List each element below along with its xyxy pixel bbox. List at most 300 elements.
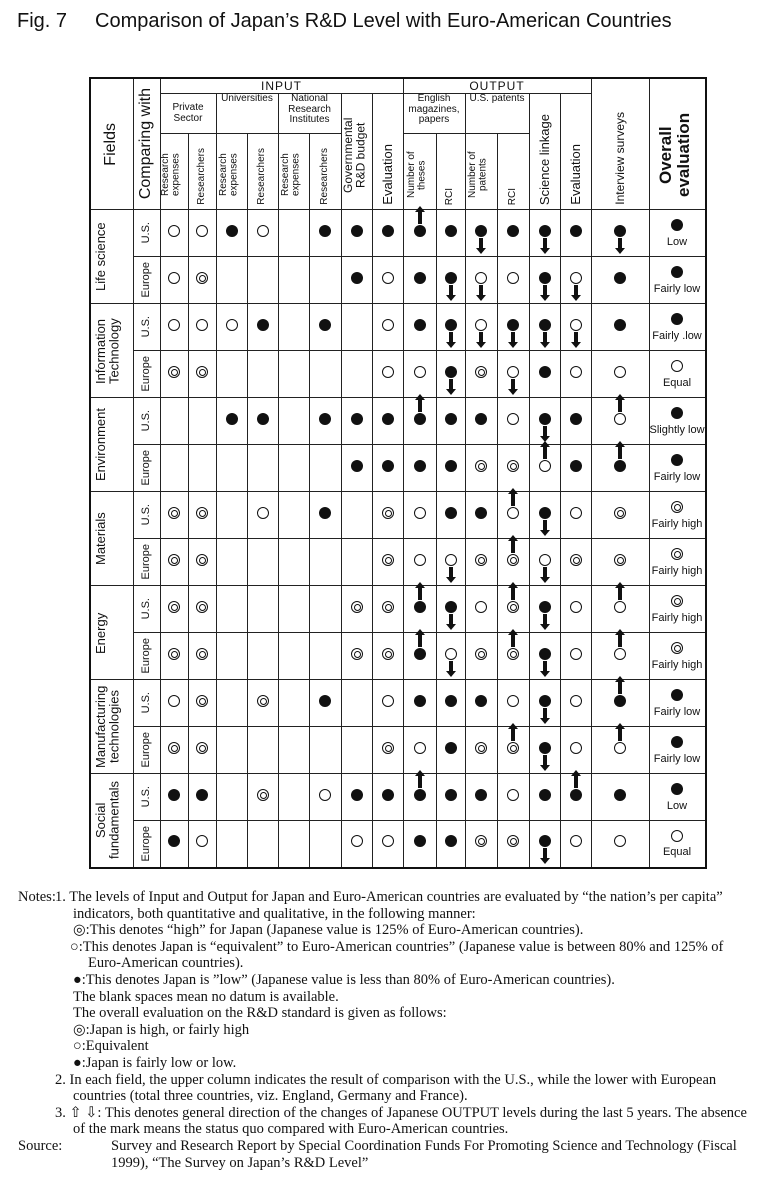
equal-mark-icon-down — [569, 271, 583, 285]
low-mark-icon — [350, 459, 364, 473]
equal-mark-icon — [613, 834, 627, 848]
overall-evaluation-cell — [649, 351, 706, 398]
high-mark-icon — [167, 553, 181, 567]
table-cell — [247, 680, 278, 727]
table-cell — [403, 445, 436, 492]
field-label: Materials — [90, 492, 133, 586]
arrow-down-icon — [449, 285, 453, 297]
equal-mark-icon — [569, 741, 583, 755]
high-mark-icon — [167, 506, 181, 520]
table-row — [90, 445, 706, 492]
table-cell — [465, 351, 497, 398]
arrow-down-icon — [449, 332, 453, 344]
arrow-down-icon — [543, 708, 547, 720]
table-cell — [341, 445, 372, 492]
table-row — [90, 633, 706, 680]
low-mark-icon-down — [444, 365, 458, 379]
comparing-label: U.S. — [133, 398, 160, 445]
arrow-up-icon — [418, 210, 422, 224]
overall-evaluation-text: Fairly high — [651, 564, 703, 577]
table-cell — [309, 727, 341, 774]
table-cell — [591, 680, 649, 727]
low-mark-icon — [413, 459, 427, 473]
overall-evaluation-text: Low — [666, 235, 688, 248]
low-mark-icon-down — [474, 224, 488, 238]
overall-evaluation-cell — [649, 633, 706, 680]
table-cell — [497, 492, 529, 539]
table-cell — [247, 210, 278, 257]
table-cell — [188, 774, 216, 821]
high-mark-icon — [256, 694, 270, 708]
equal-mark-icon — [569, 647, 583, 661]
arrow-down-icon — [511, 379, 515, 391]
table-row — [90, 586, 706, 633]
arrow-down-icon — [479, 238, 483, 250]
low-mark-icon — [381, 459, 395, 473]
equal-mark-icon-down — [444, 553, 458, 567]
equal-mark-icon — [670, 359, 684, 373]
table-cell — [497, 351, 529, 398]
low-mark-icon — [474, 506, 488, 520]
table-cell — [247, 821, 278, 868]
table-cell — [497, 821, 529, 868]
note-text: ○:Equivalent — [73, 1038, 149, 1055]
comparing-label: U.S. — [133, 586, 160, 633]
equal-mark-icon-down — [538, 553, 552, 567]
table-cell — [465, 821, 497, 868]
table-cell — [403, 821, 436, 868]
low-mark-icon — [670, 688, 684, 702]
overall-evaluation-text: Fairly high — [651, 658, 703, 671]
equal-mark-icon — [569, 834, 583, 848]
low-mark-icon — [256, 412, 270, 426]
low-mark-icon-up — [413, 224, 427, 238]
field-label: Social fundamentals — [90, 774, 133, 868]
table-cell — [160, 210, 188, 257]
equal-mark-icon — [506, 788, 520, 802]
equal-mark-icon — [613, 365, 627, 379]
table-cell — [372, 492, 403, 539]
overall-evaluation-cell — [649, 398, 706, 445]
high-mark-icon — [474, 647, 488, 661]
table-cell — [188, 304, 216, 351]
table-cell — [529, 821, 560, 868]
table-cell — [160, 821, 188, 868]
low-mark-icon — [444, 412, 458, 426]
table-cell — [497, 304, 529, 351]
arrow-down-icon — [543, 567, 547, 579]
low-mark-icon — [256, 318, 270, 332]
col-private-researchers: Researchers — [188, 134, 216, 210]
overall-evaluation-text: Fairly .low — [652, 329, 702, 342]
low-mark-icon — [670, 312, 684, 326]
low-mark-icon — [444, 694, 458, 708]
col-nri-researchers: Researchers — [309, 134, 341, 210]
table-cell — [465, 633, 497, 680]
table-cell — [160, 351, 188, 398]
table-cell — [560, 633, 591, 680]
note-text: ●:Japan is fairly low or low. — [73, 1054, 237, 1071]
overall-evaluation-text: Fairly low — [653, 752, 701, 765]
high-mark-icon — [381, 647, 395, 661]
equal-mark-icon — [413, 506, 427, 520]
figure-label: Fig. 7 — [17, 10, 68, 32]
high-mark-icon — [381, 600, 395, 614]
high-mark-icon — [195, 741, 209, 755]
low-mark-icon — [381, 788, 395, 802]
equal-mark-icon — [413, 365, 427, 379]
equal-mark-icon — [413, 741, 427, 755]
low-mark-icon-down — [538, 694, 552, 708]
table-cell — [372, 586, 403, 633]
low-mark-icon — [538, 788, 552, 802]
table-row — [90, 257, 706, 304]
table-row — [90, 398, 706, 445]
note-line — [18, 889, 753, 922]
overall-evaluation-cell — [649, 821, 706, 868]
col-univ-researchers: Researchers — [247, 134, 278, 210]
overall-evaluation-text: Equal — [662, 376, 692, 389]
low-mark-icon-up — [569, 788, 583, 802]
col-interview: Interview surveys — [591, 78, 649, 210]
overall-evaluation-text: Fairly high — [651, 611, 703, 624]
table-cell — [278, 398, 309, 445]
equal-mark-icon — [381, 271, 395, 285]
group-universities: Universities — [216, 94, 278, 134]
low-mark-icon — [569, 412, 583, 426]
field-label: Life science — [90, 210, 133, 304]
table-cell — [372, 445, 403, 492]
table-cell — [403, 680, 436, 727]
low-mark-icon — [613, 271, 627, 285]
table-cell — [403, 304, 436, 351]
arrow-up-icon — [418, 774, 422, 788]
table-cell — [372, 210, 403, 257]
high-mark-icon — [350, 647, 364, 661]
arrow-down-icon — [543, 285, 547, 297]
table-cell — [591, 210, 649, 257]
table-cell — [341, 210, 372, 257]
note-text: ○:This denotes Japan is “equivalent” to Euro-American countries” (Japanese value is between 80% and 125% of Euro-American countries). — [70, 938, 724, 972]
low-mark-icon — [381, 224, 395, 238]
arrow-up-icon — [418, 633, 422, 647]
table-cell — [309, 304, 341, 351]
arrow-up-icon — [511, 633, 515, 647]
high-mark-icon — [474, 741, 488, 755]
high-mark-icon — [474, 459, 488, 473]
table-cell — [497, 539, 529, 586]
arrow-down-icon — [543, 848, 547, 860]
equal-mark-icon — [167, 694, 181, 708]
table-row — [90, 492, 706, 539]
equal-mark-icon — [381, 365, 395, 379]
table-cell — [436, 586, 465, 633]
table-cell — [341, 680, 372, 727]
low-mark-icon — [350, 412, 364, 426]
low-mark-icon — [670, 453, 684, 467]
table-row — [90, 821, 706, 868]
low-mark-icon — [444, 741, 458, 755]
arrow-down-icon — [511, 332, 515, 344]
col-patents: Number of patents — [465, 134, 497, 210]
table-cell — [188, 539, 216, 586]
group-national: National Research Institutes — [278, 94, 341, 134]
table-cell — [560, 398, 591, 445]
table-cell — [372, 727, 403, 774]
table-cell — [591, 351, 649, 398]
table-cell — [372, 680, 403, 727]
low-mark-icon-up — [413, 647, 427, 661]
arrow-up-icon — [618, 398, 622, 412]
note-text: 2. In each field, the upper column indicates the result of comparison with the U.S., while the lower with European countries (total three countries, viz. England, Germany and France). — [55, 1071, 717, 1105]
table-cell — [465, 257, 497, 304]
note-line — [18, 1072, 753, 1105]
comparing-label: Europe — [133, 633, 160, 680]
table-cell — [465, 445, 497, 492]
note-line — [18, 972, 753, 989]
low-mark-icon-down — [538, 741, 552, 755]
comparing-label: U.S. — [133, 492, 160, 539]
table-row — [90, 774, 706, 821]
table-cell — [529, 774, 560, 821]
group-english: English magazines, papers — [403, 94, 465, 134]
overall-evaluation-cell — [649, 304, 706, 351]
high-mark-icon — [195, 553, 209, 567]
comparing-label: Europe — [133, 257, 160, 304]
low-mark-icon — [444, 506, 458, 520]
note-line — [18, 989, 753, 1006]
note-line — [18, 939, 753, 972]
low-mark-icon — [474, 694, 488, 708]
high-mark-icon-up — [506, 741, 520, 755]
table-row — [90, 727, 706, 774]
table-cell — [372, 633, 403, 680]
table-cell — [278, 351, 309, 398]
high-mark-icon — [195, 600, 209, 614]
arrow-down-icon — [449, 567, 453, 579]
table-cell — [247, 727, 278, 774]
table-cell — [529, 633, 560, 680]
note-text: ●:This denotes Japan is ”low” (Japanese value is less than 80% of Euro-American countries). — [73, 971, 615, 988]
arrow-up-icon — [618, 586, 622, 600]
arrow-up-icon — [574, 774, 578, 788]
field-label: Energy — [90, 586, 133, 680]
arrow-up-icon — [618, 727, 622, 741]
table-cell — [560, 680, 591, 727]
low-mark-icon — [350, 788, 364, 802]
table-cell — [436, 727, 465, 774]
field-label: Information Technology — [90, 304, 133, 398]
table-cell — [160, 257, 188, 304]
note-line — [18, 1105, 753, 1138]
arrow-up-icon — [543, 445, 547, 459]
note-text: The blank spaces mean no datum is available. — [73, 988, 339, 1005]
col-univ-expenses: Research expenses — [216, 134, 247, 210]
low-mark-icon — [350, 224, 364, 238]
equal-mark-icon — [381, 694, 395, 708]
table-cell — [560, 445, 591, 492]
equal-mark-icon — [506, 271, 520, 285]
equal-mark-icon-down — [474, 318, 488, 332]
low-mark-icon — [413, 694, 427, 708]
table-cell — [497, 210, 529, 257]
table-cell — [560, 304, 591, 351]
table-cell — [309, 539, 341, 586]
table-cell — [188, 586, 216, 633]
table-cell — [436, 774, 465, 821]
high-mark-icon — [474, 553, 488, 567]
table-cell — [247, 304, 278, 351]
table-cell — [436, 539, 465, 586]
col-science-linkage: Science linkage — [529, 94, 560, 210]
overall-evaluation-text: Fairly low — [653, 282, 701, 295]
high-mark-icon — [256, 788, 270, 802]
high-mark-icon — [506, 459, 520, 473]
table-cell — [560, 586, 591, 633]
table-cell — [160, 774, 188, 821]
arrow-up-icon — [511, 539, 515, 553]
table-cell — [591, 774, 649, 821]
equal-mark-icon — [256, 224, 270, 238]
table-cell — [247, 539, 278, 586]
high-mark-icon — [350, 600, 364, 614]
low-mark-icon-up — [613, 459, 627, 473]
table-cell — [216, 633, 247, 680]
table-cell — [372, 539, 403, 586]
table-cell — [497, 774, 529, 821]
table-cell — [216, 257, 247, 304]
equal-mark-icon — [318, 788, 332, 802]
overall-evaluation-text: Low — [666, 799, 688, 812]
note-text: 1. The levels of Input and Output for Japan and Euro-American countries are evaluated by “the nation’s per capita” indicators, both quantitative and qualitative, in the following manner: — [55, 889, 723, 922]
low-mark-icon — [613, 318, 627, 332]
low-mark-icon — [613, 788, 627, 802]
note-line — [18, 1038, 753, 1055]
comparing-label: Europe — [133, 539, 160, 586]
low-mark-icon — [167, 788, 181, 802]
col-rci-patents: RCI — [497, 134, 529, 210]
arrow-down-icon — [618, 238, 622, 250]
col-nri-expenses: Research expenses — [278, 134, 309, 210]
low-mark-icon-up — [413, 788, 427, 802]
table-row — [90, 351, 706, 398]
table-cell — [278, 633, 309, 680]
equal-mark-icon — [474, 600, 488, 614]
table-cell — [247, 257, 278, 304]
table-cell — [497, 445, 529, 492]
low-mark-icon — [670, 782, 684, 796]
overall-evaluation-cell — [649, 257, 706, 304]
high-mark-icon — [474, 834, 488, 848]
group-private: Private Sector — [160, 94, 216, 134]
low-mark-icon-down — [613, 224, 627, 238]
high-mark-icon — [195, 271, 209, 285]
arrow-down-icon — [543, 426, 547, 438]
note-line — [18, 922, 753, 939]
equal-mark-icon — [506, 694, 520, 708]
table-cell — [403, 492, 436, 539]
table-cell — [465, 539, 497, 586]
table-cell — [247, 774, 278, 821]
arrow-down-icon — [574, 332, 578, 344]
table-row — [90, 539, 706, 586]
table-cell — [188, 821, 216, 868]
table-cell — [403, 539, 436, 586]
table-cell — [591, 586, 649, 633]
table-cell — [529, 304, 560, 351]
high-mark-icon — [381, 741, 395, 755]
comparing-label: U.S. — [133, 210, 160, 257]
equal-mark-icon — [569, 365, 583, 379]
table-cell — [216, 210, 247, 257]
overall-evaluation-text: Fairly low — [653, 705, 701, 718]
table-cell — [188, 351, 216, 398]
table-cell — [403, 257, 436, 304]
arrow-up-icon — [511, 727, 515, 741]
comparison-table — [89, 77, 707, 869]
table-cell — [403, 210, 436, 257]
col-input-evaluation: Evaluation — [372, 94, 403, 210]
figure-title-text: Comparison of Japan’s R&D Level with Euro-American Countries — [95, 10, 672, 32]
table-cell — [278, 680, 309, 727]
equal-mark-icon — [381, 834, 395, 848]
equal-mark-icon-up — [538, 459, 552, 473]
table-cell — [529, 351, 560, 398]
high-mark-icon — [506, 834, 520, 848]
table-cell — [309, 586, 341, 633]
equal-mark-icon — [167, 224, 181, 238]
overall-evaluation-cell — [649, 586, 706, 633]
low-mark-icon — [318, 694, 332, 708]
arrow-up-icon — [618, 445, 622, 459]
table-cell — [436, 304, 465, 351]
table-cell — [403, 398, 436, 445]
table-cell — [529, 539, 560, 586]
low-mark-icon — [444, 834, 458, 848]
high-mark-icon — [613, 553, 627, 567]
arrow-down-icon — [543, 238, 547, 250]
equal-mark-icon — [225, 318, 239, 332]
col-output-evaluation: Evaluation — [560, 94, 591, 210]
table-cell — [216, 304, 247, 351]
note-label: Source: — [18, 1137, 63, 1154]
equal-mark-icon — [569, 600, 583, 614]
low-mark-icon-down — [538, 271, 552, 285]
low-mark-icon-up — [413, 600, 427, 614]
equal-mark-icon-up — [613, 647, 627, 661]
low-mark-icon — [538, 365, 552, 379]
table-cell — [216, 586, 247, 633]
table-cell — [403, 727, 436, 774]
low-mark-icon — [413, 318, 427, 332]
table-cell — [372, 257, 403, 304]
high-mark-icon — [195, 647, 209, 661]
table-cell — [529, 398, 560, 445]
high-mark-icon — [195, 506, 209, 520]
table-cell — [188, 633, 216, 680]
equal-mark-icon — [195, 224, 209, 238]
table-cell — [341, 774, 372, 821]
arrow-down-icon — [543, 332, 547, 344]
overall-evaluation-cell — [649, 774, 706, 821]
high-mark-icon — [167, 647, 181, 661]
table-cell — [160, 539, 188, 586]
table-cell — [341, 821, 372, 868]
equal-mark-icon — [670, 829, 684, 843]
arrow-down-icon — [479, 332, 483, 344]
low-mark-icon-down — [444, 318, 458, 332]
comparing-label: U.S. — [133, 680, 160, 727]
